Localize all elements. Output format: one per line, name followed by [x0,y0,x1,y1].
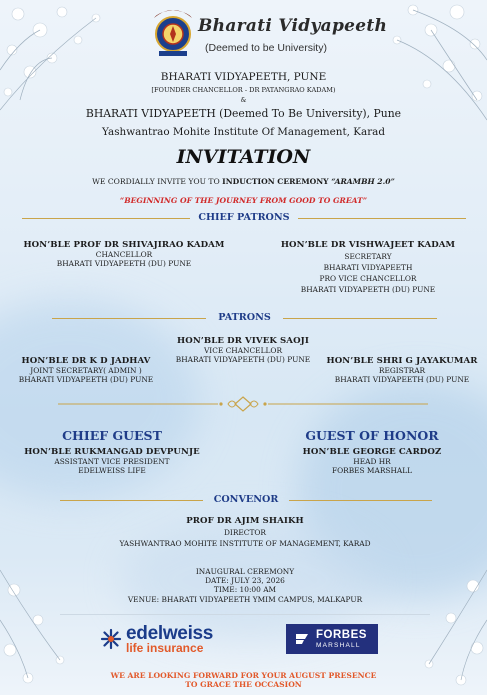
divider-line [60,614,430,615]
ornamental-divider [58,396,428,412]
ampersand: & [240,96,247,104]
section-divider [289,500,432,501]
event-line: INAUGURAL CEREMONY [195,567,295,576]
convenor [60,516,430,549]
patron-center-line: BHARATI VIDYAPEETH (DU) PUNE [175,355,311,364]
edelweiss-wordmark: edelweiss [126,623,214,644]
forbes-wordmark: FORBES [316,629,367,641]
event-line: VENUE: BHARATI VIDYAPEETH YMIM CAMPUS, MALKAPUR [127,594,363,604]
patron-right-line: REGISTRAR [378,366,426,375]
university-emblem-logo [150,4,196,58]
chief-patron-left [4,240,244,268]
chief-patrons-heading: CHIEF PATRONS [198,212,290,223]
section-divider [52,318,206,319]
event-details [60,567,430,604]
chief-guest-line: EDELWEISS LIFE [78,466,146,475]
chief-guest-name: HON’BLE RUKMANGAD DEVPUNJE [24,447,200,457]
footer-line: TO GRACE THE OCCASION [185,680,302,689]
footer-line: WE ARE LOOKING FORWARD FOR YOUR AUGUST PRESENCE [110,671,377,680]
brand-name: Bharati Vidyapeeth [198,16,388,36]
convenor-line: YASHWANTRAO MOHITE INSTITUTE OF MANAGEMENT, KARAD [119,539,371,548]
patron-right-line: BHARATI VIDYAPEETH (DU) PUNE [334,375,470,384]
invite-sentence [0,177,487,186]
invite-event-name: “ARAMBH 2.0” [331,177,395,186]
section-divider [298,218,466,219]
patron-center-name: HON’BLE DR VIVEK SAOJI [177,336,309,346]
edelweiss-star-icon [99,627,123,651]
chief-patron-right-line: BHARATI VIDYAPEETH (DU) PUNE [300,285,436,294]
guest-of-honor-line: HEAD HR [353,457,391,466]
brand-subtitle: (Deemed to be University) [205,42,327,54]
patron-right [318,356,486,384]
tagline: “BEGINNING OF THE JOURNEY FROM GOOD TO GREAT” [119,196,368,205]
chief-patron-right-line: SECRETARY [344,252,392,261]
forbes-marshall-logo [286,624,378,654]
forbes-emblem-icon [294,631,310,647]
patron-center-line: VICE CHANCELLOR [203,346,283,355]
section-divider [22,218,190,219]
chief-patron-right-line: BHARATI VIDYAPEETH [323,263,413,272]
chief-patron-left-line: BHARATI VIDYAPEETH (DU) PUNE [56,259,192,268]
guest-of-honor [272,447,472,475]
chief-patron-right-line: PRO VICE CHANCELLOR [319,274,417,283]
patron-right-name: HON’BLE SHRI G JAYAKUMAR [326,356,478,366]
chief-patron-right-name: HON’BLE DR VISHWAJEET KADAM [280,240,456,250]
patron-left [4,356,168,384]
event-line: TIME: 10:00 AM [213,585,277,595]
chief-guest-line: ASSISTANT VICE PRESIDENT [54,457,170,466]
university-line: BHARATI VIDYAPEETH (Deemed To Be University), Pune [85,107,402,120]
invitation-title: INVITATION [176,146,311,168]
institute-line: Yashwantrao Mohite Institute Of Management, Karad [101,126,386,138]
chief-patron-right [258,240,478,295]
guest-of-honor-heading: GUEST OF HONOR [305,428,439,443]
edelweiss-submark: life insurance [126,641,204,655]
chief-guest [4,447,220,475]
patrons-heading: PATRONS [218,312,271,323]
invite-event: INDUCTION CEREMONY [222,177,332,186]
footer-message [0,671,487,689]
convenor-line: DIRECTOR [223,528,266,537]
section-divider [283,318,437,319]
invite-prefix: WE CORDIALLY INVITE YOU TO [92,177,223,186]
edelweiss-logo [99,623,213,655]
section-divider [60,500,203,501]
forbes-submark: MARSHALL [316,642,361,649]
patron-left-line: BHARATI VIDYAPEETH (DU) PUNE [18,375,154,384]
convenor-heading: CONVENOR [213,494,279,505]
patron-left-line: JOINT SECRETARY( ADMIN ) [30,366,142,375]
convenor-name: PROF DR AJIM SHAIKH [186,516,304,526]
org-line: BHARATI VIDYAPEETH, PUNE [160,71,327,83]
event-line: DATE: JULY 23, 2026 [205,576,285,586]
guest-of-honor-line: FORBES MARSHALL [331,466,413,475]
guest-of-honor-name: HON’BLE GEORGE CARDOZ [302,447,442,457]
chief-guest-heading: CHIEF GUEST [62,428,162,443]
founder-line: [FOUNDER CHANCELLOR - DR PATANGRAO KADAM) [151,86,336,94]
chief-patron-left-line: CHANCELLOR [95,250,153,259]
patron-left-name: HON’BLE DR K D JADHAV [21,356,151,366]
chief-patron-left-name: HON’BLE PROF DR SHIVAJIRAO KADAM [23,240,225,250]
